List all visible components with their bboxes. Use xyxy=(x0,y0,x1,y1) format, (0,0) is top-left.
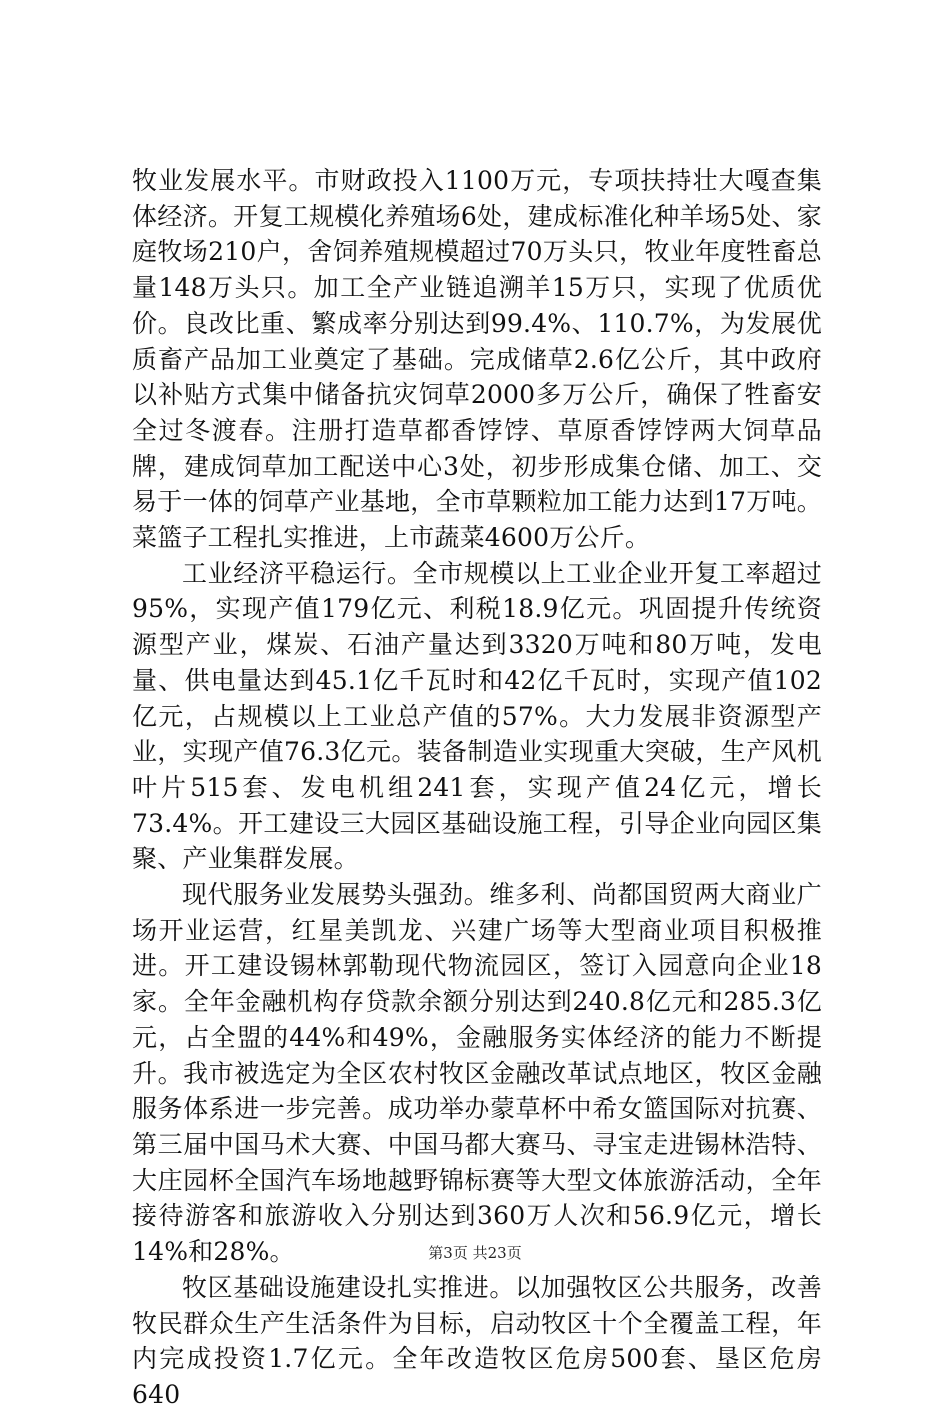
paragraph-livestock: 牧业发展水平。市财政投入1100万元，专项扶持壮大嘎查集体经济。开复工规模化养殖场6处，建成标准化种羊场5处、家庭牧场210户，舍饲养殖规模超过70万头只，牧业年度牲畜总量148万头只。加工全产业链追溯羊15万只，实现了优质优价。良改比重、繁成率分别达到99.4%、110.7%，为发展优质畜产品加工业奠定了基础。完成储草2.6亿公斤，其中政府以补贴方式集中储备抗灾饲草2000多万公斤，确保了牲畜安全过冬渡春。注册打造草都香饽饽、草原香饽饽两大饲草品牌，建成饲草加工配送中心3处，初步形成集仓储、加工、交易于一体的饲草产业基地，全市草颗粒加工能力达到17万吨。菜篮子工程扎实推进，上市蔬菜4600万公斤。 xyxy=(132,166,822,553)
paragraph-industry: 工业经济平稳运行。全市规模以上工业企业开复工率超过95%，实现产值179亿元、利税18.9亿元。巩固提升传统资源型产业，煤炭、石油产量达到3320万吨和80万吨，发电量、供电量达到45.1亿千瓦时和42亿千瓦时，实现产值102亿元，占规模以上工业总产值的57%。大力发展非资源型产业，实现产值76.3亿元。装备制造业实现重大突破，生产风机叶片515套、发电机组241套，实现产值24亿元，增长73.4%。开工建设三大园区基础设施工程，引导企业向园区集聚、产业集群发展。 xyxy=(132,558,822,874)
paragraph-infrastructure: 牧区基础设施建设扎实推进。以加强牧区公共服务，改善牧民群众生产生活条件为目标，启动牧区十个全覆盖工程，年内完成投资1.7亿元。全年改造牧区危房500套、垦区危房640 xyxy=(132,1272,822,1409)
document-body xyxy=(132,163,822,1413)
page-number-label: 第3页 共23页 xyxy=(428,1244,522,1262)
paragraph-services: 现代服务业发展势头强劲。维多利、尚都国贸两大商业广场开业运营，红星美凯龙、兴建广场等大型商业项目积极推进。开工建设锡林郭勒现代物流园区，签订入园意向企业18家。全年金融机构存贷款余额分别达到240.8亿元和285.3亿元，占全盟的44%和49%，金融服务实体经济的能力不断提升。我市被选定为全区农村牧区金融改革试点地区，牧区金融服务体系进一步完善。成功举办蒙草杯中希女篮国际对抗赛、第三届中国马术大赛、中国马都大赛马、寻宝走进锡林浩特、大庄园杯全国汽车场地越野锦标赛等大型文体旅游活动，全年接待游客和旅游收入分别达到360万人次和56.9亿元，增长14%和28%。 xyxy=(132,880,822,1267)
page-footer xyxy=(0,1243,950,1263)
